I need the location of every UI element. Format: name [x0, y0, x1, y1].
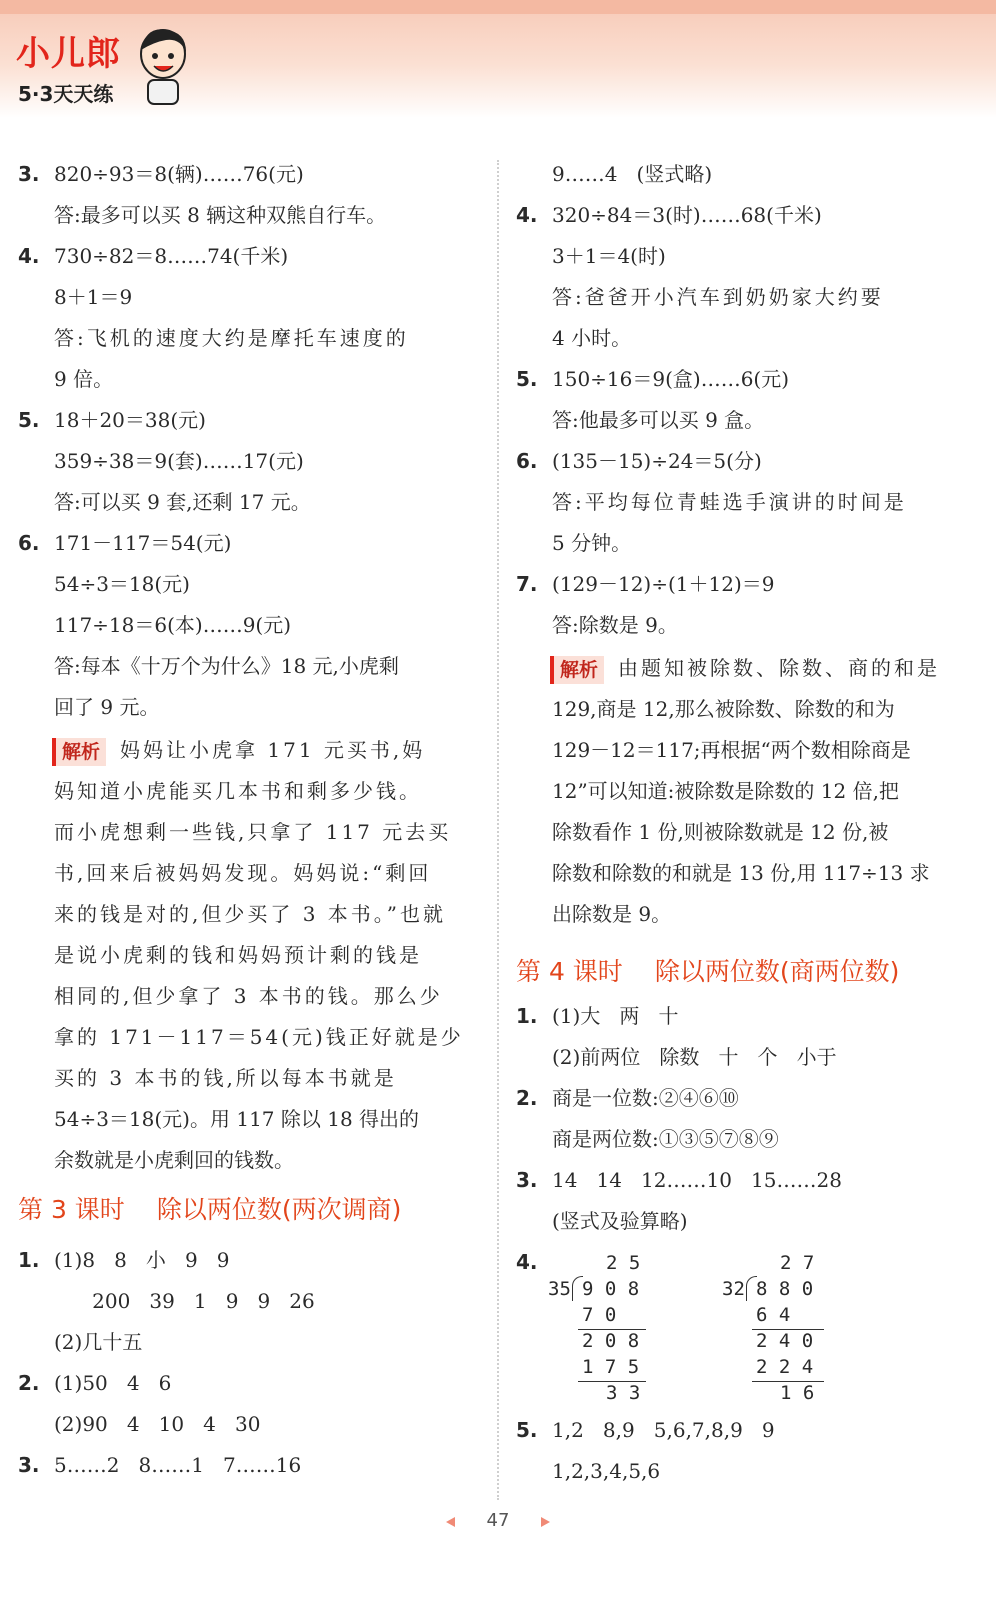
remainder: 3 3: [606, 1382, 641, 1404]
step-product: 2 2 4: [756, 1356, 814, 1378]
quotient: 2 7: [780, 1252, 815, 1274]
column-divider: [497, 160, 499, 1500]
step-product: 1 7 5: [582, 1356, 640, 1378]
section-title-lesson-4: 第 4 课时 除以两位数(商两位数): [516, 957, 900, 986]
page-number: 47: [472, 1506, 524, 1536]
page-header: [0, 0, 996, 118]
section-title-lesson-3: 第 3 课时 除以两位数(两次调商): [18, 1195, 402, 1224]
step-remainder: 2 0 8: [582, 1330, 640, 1352]
divisor: 35: [548, 1278, 571, 1300]
brand-logo: 小儿郎: [16, 34, 121, 74]
mascot-icon: [136, 24, 190, 106]
dividend: 9 0 8: [582, 1278, 640, 1300]
brand-subtitle: 5·3天天练: [18, 82, 114, 106]
dividend: 8 8 0: [756, 1278, 814, 1300]
step-product: 6 4: [756, 1304, 791, 1326]
quotient: 2 5: [606, 1252, 641, 1274]
header-band: [0, 0, 996, 14]
step-remainder: 2 4 0: [756, 1330, 814, 1352]
analysis-tag: 解析: [52, 738, 106, 766]
remainder: 1 6: [780, 1382, 815, 1404]
divisor: 32: [722, 1278, 745, 1300]
analysis-tag: 解析: [550, 656, 604, 684]
step-product: 7 0: [582, 1304, 617, 1326]
